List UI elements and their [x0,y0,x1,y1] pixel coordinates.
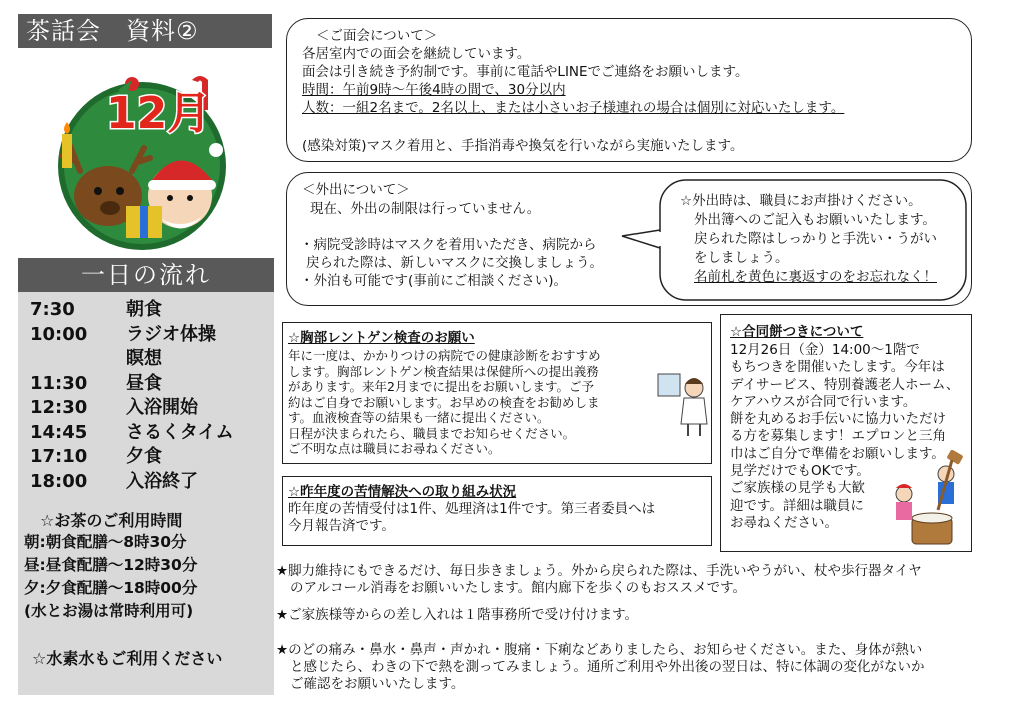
tea-line: (水とお湯は常時利用可) [24,602,194,620]
complaint-title: ☆昨年度の苦情解決への取り組み状況 [288,484,517,500]
note-gifts: ★ご家族様等からの差し入れは１階事務所で受け付けます。 [276,607,639,623]
hydrogen-water-note: ☆水素水もご利用ください [32,649,223,668]
note-health-cont: ご確認をお願いいたします。 [290,676,465,692]
schedule-row: 10:00 ラジオ体操 [30,323,216,345]
tea-times [24,531,197,623]
mochi-body: 12月26日（金）14:00～1階で もちつきを開催いたします。今年は デイサービス、特別養護老人ホーム、 ケアハウスが合同で行います。 餅を丸めるお手伝いに協力いただけ る方を募集します！エプロンと三角 巾はご自分で準備をお願いします。 見学だけでもOKです。 ご家族様の見学も大歓 迎です。詳細は職員に お尋ねください。 [730,342,960,531]
mochi-pounding-icon [884,450,968,546]
outing-line: ・外泊も可能です(事前にご相談ください)。 [300,273,568,289]
visit-infection-control: (感染対策)マスク着用と、手指消毒や換気を行いながら実施いたします。 [302,138,744,154]
schedule-row: 瞑想 [126,348,162,369]
schedule-row: 12:30 入浴開始 [30,397,198,418]
outing-note-line: 名前札を黄色に裏返すのをお忘れなく！ [694,269,937,285]
month-label: 12月 [106,88,212,139]
schedule-row: 18:00 入浴終了 [30,470,198,492]
outing-note-line: 外出簿へのご記入もお願いいたします。 [694,212,936,228]
outing-note-line: 戻られた際はしっかりと手洗い・うがい [694,231,937,247]
schedule-row: 17:10 夕食 [30,446,162,467]
schedule-heading: 一日の流れ [18,258,274,292]
visit-line: 各居室内での面会を継続しています。 [302,46,531,62]
mochi-title: ☆合同餅つきについて [730,324,864,340]
schedule-row: 7:30 朝食 [30,299,162,320]
outing-line: 戻られた際は、新しいマスクに交換しましょう。 [306,255,603,271]
tea-line: 朝:朝食配膳～8時30分 [24,533,187,551]
outing-note-line: ☆外出時は、職員にお声掛けください。 [680,193,922,209]
schedule-row: 14:45 さるくタイム [30,421,234,443]
complaint-line: 今月報告済です。 [288,518,395,534]
page-title: 茶話会 資料② [18,14,272,48]
note-health: ★のどの痛み・鼻水・鼻声・声かれ・腹痛・下痢などありましたら、お知らせください。また、身体が熱い [276,642,923,658]
tea-heading: ☆お茶のご利用時間 [40,511,183,530]
outing-note-line: をしましょう。 [694,250,789,266]
december-logo [40,66,250,252]
doctor-xray-icon [656,370,708,440]
note-health-cont: と感じたら、わきの下で熱を測ってみましょう。通所ご利用や外出後の翌日は、特に体調の変化がないか [290,659,925,675]
visit-title: ＜ご面会について＞ [316,28,438,44]
xray-title: ☆胸部レントゲン検査のお願い [288,330,475,346]
tea-line: 昼:昼食配膳～12時30分 [24,556,198,574]
schedule-list [30,298,234,494]
visit-time: 時間：午前9時～午後4時の間で、30分以内 [302,82,566,98]
tea-line: 夕:夕食配膳～18時00分 [24,579,198,597]
outing-line: 現在、外出の制限は行っていません。 [310,201,541,217]
note-walking-cont: のアルコール消毒をお願いいたします。館内廊下を歩くのもおススメです。 [290,580,747,596]
complaint-line: 昨年度の苦情受付は1件、処理済は1件です。第三者委員へは [288,501,656,517]
xray-body: 年に一度は、かかりつけの病院での健康診断をおすすめ します。胸部レントゲン検査結果は保健所への提出義務 があります。来年2月までに提出をお願いします。ご予 約はご自身でお願いします。お早めの検査をお勧めしま す。血液検査等の結果も一緒に提出ください。 日程が決まられたら、職員までお知らせください。 ご不明な点は職員にお尋ねください。 [288,348,601,456]
schedule-row: 11:30 昼食 [30,372,162,394]
outing-title: ＜外出について＞ [302,182,410,198]
visit-people: 人数：一組2名まで。2名以上、または小さいお子様連れの場合は個別に対応いたします。 [302,100,845,116]
outing-line: ・病院受診時はマスクを着用いただき、病院から [300,237,597,253]
visit-line: 面会は引き続き予約制です。事前に電話やLINEでご連絡をお願いします。 [302,64,749,80]
note-walking: ★脚力維持にもできるだけ、毎日歩きましょう。外から戻られた際は、手洗いやうがい、杖や歩行器タイヤ [276,563,922,579]
